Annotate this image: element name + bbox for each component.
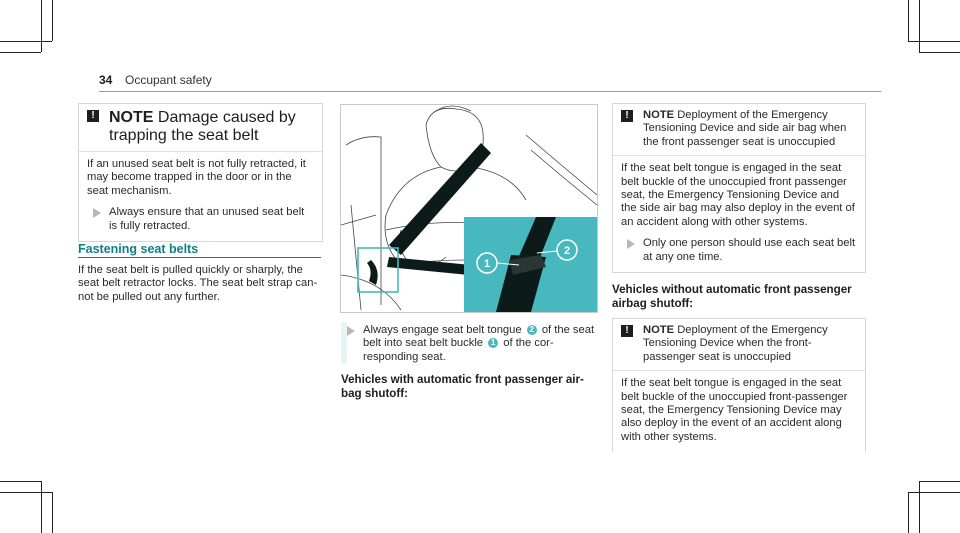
instruction-text: Only one person should use each seat belt at any one time. [643,237,856,263]
crop-mark [919,52,960,53]
arrow-bullet-icon [627,239,635,249]
subheading-with-shutoff: Vehicles with automatic front passenger air-bag shutoff: [341,373,584,400]
note-title: Deployment of the Emergency Tensioning Device when the front-passenger seat is unoccupied [643,324,828,363]
crop-mark [919,481,920,533]
note-box-trapping [78,103,323,242]
crop-mark [919,481,960,482]
note-body [613,156,865,272]
instruction-item [341,324,596,364]
instruction-text-part: of the seat belt into seat belt buckle [363,324,595,350]
note-box-deployment-tensioning [612,318,866,452]
note-title: Damage caused by trapping the seat belt [109,109,296,144]
shoulder-right-line [471,167,526,200]
note-label: NOTE [643,109,675,121]
section-heading-fastening: Fastening seat belts [78,242,199,256]
callout-2-ref: 2 [527,325,537,335]
note-title: Deployment of the Emergency Tensioning Device and side air bag when the front passenger seat is unoccupied [643,109,847,148]
header-divider [99,91,881,92]
instruction-text: Always ensure that an unused seat belt is fully retracted. [109,206,305,232]
note-text: If the seat belt tongue is engaged in the seat belt buckle of the unoccupied front-passenger seat, the Emergency Tensioning Device may also deploy in the event of an accident along with other systems. [621,377,848,443]
crop-mark [0,41,52,42]
subheading-without-shutoff: Vehicles without automatic front passenger airbag shutoff: [612,283,852,310]
note-label: NOTE [643,324,675,336]
note-header [613,104,865,156]
crop-mark [52,0,53,41]
crop-mark [41,481,42,533]
note-body [613,371,865,452]
note-header [613,319,865,371]
note-text: If an unused seat belt is not fully retracted, it may become trapped in the door or in the seat mechanism. [87,158,306,197]
warning-icon: ! [87,110,99,122]
crop-mark [908,492,960,493]
arrow-bullet-icon [347,326,355,336]
note-label: NOTE [109,109,154,126]
arrow-bullet-icon [93,208,101,218]
crop-mark [908,41,960,42]
page-number: 34 [99,73,113,87]
crop-mark [52,492,53,533]
instruction-item [87,206,314,233]
middle-instruction [341,324,596,364]
seat-belt-drawing [341,105,597,312]
crop-mark [0,52,41,53]
warning-icon: ! [621,110,633,122]
note-body [79,152,322,241]
instruction-text-part: Always engage seat belt tongue [363,324,522,336]
fastening-body: If the seat belt is pulled quickly or sharply, the seat belt retractor locks. The seat belt strap can-not be pulled out any further. [78,264,318,303]
crop-mark [41,0,42,52]
callout-2-label: 2 [563,245,571,257]
seat-belt-illustration [340,104,598,313]
instruction-item [621,237,857,264]
note-text: If the seat belt tongue is engaged in the seat belt buckle of the unoccupied front passenger seat, the Emergency Tensioning Device and the side air bag may also deploy in the event of an accident along with other systems. [621,162,855,228]
instruction-text-part: of the cor-responding seat. [363,337,554,363]
note-box-deployment-side-airbag [612,103,866,273]
crop-mark [908,0,909,41]
crop-mark [919,0,920,52]
warning-icon: ! [621,325,633,337]
crop-mark [0,481,41,482]
callout-1-label: 1 [483,258,491,270]
note-header [79,104,322,152]
callout-1-ref: 1 [488,338,498,348]
crop-mark [0,492,52,493]
detail-marker-box [358,248,398,292]
page-title: Occupant safety [125,73,212,87]
section-heading-rule [78,257,321,258]
crop-mark [908,492,909,533]
